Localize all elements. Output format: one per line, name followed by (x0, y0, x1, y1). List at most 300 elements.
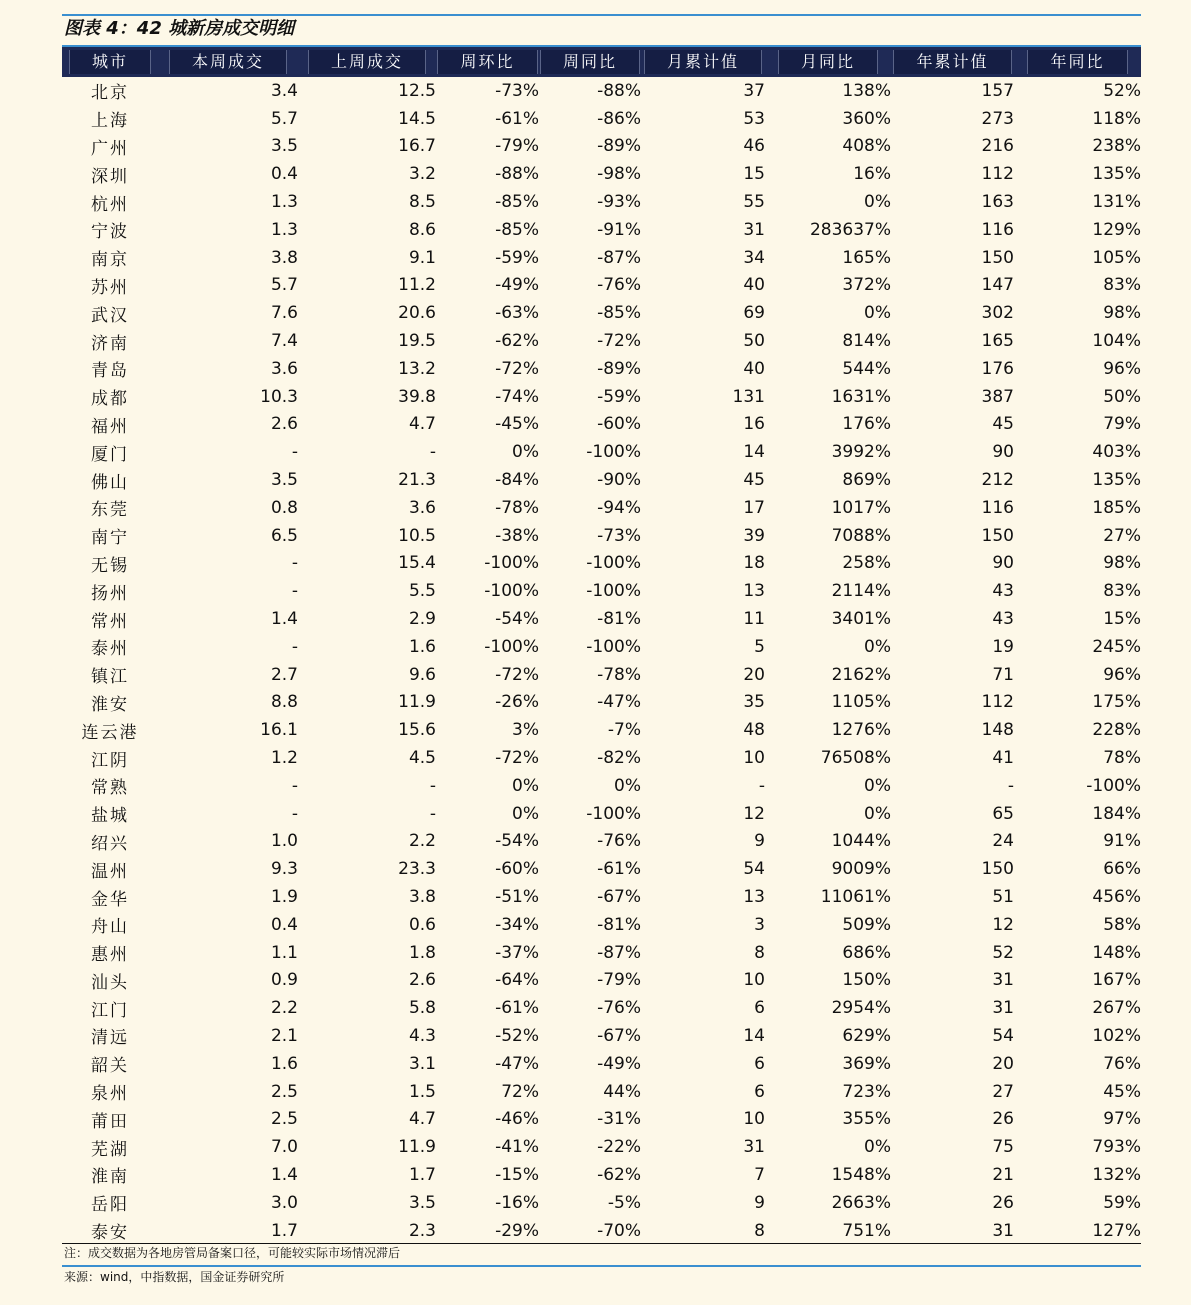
value-cell: -47% (495, 1053, 539, 1074)
city-cell: 汕头 (91, 972, 129, 993)
value-cell: 0% (512, 442, 539, 463)
value-cell: 3401% (831, 609, 891, 630)
value-cell: 20 (743, 664, 765, 685)
value-cell: -72% (597, 331, 641, 352)
value-cell: 116 (981, 219, 1014, 240)
city-cell: 岳阳 (91, 1195, 129, 1216)
value-cell: 369% (842, 1053, 891, 1074)
value-cell: - (429, 442, 436, 463)
value-cell: -61% (597, 859, 641, 880)
column-header (1014, 46, 1141, 77)
value-cell: 10 (743, 1109, 765, 1130)
value-cell: 52% (1103, 80, 1141, 101)
value-cell: 40 (743, 275, 765, 296)
table-row (62, 411, 1141, 439)
value-cell: -22% (597, 1137, 641, 1158)
city-cell: 扬州 (91, 583, 129, 604)
value-cell: 35 (743, 692, 765, 713)
column-header-label: 月累计值 (644, 50, 762, 74)
value-cell: 1105% (831, 692, 891, 713)
city-cell: 常熟 (91, 778, 129, 799)
value-cell: -29% (495, 1220, 539, 1241)
value-cell: 8.5 (408, 192, 436, 213)
table-row (62, 939, 1141, 967)
value-cell: 3.2 (408, 164, 436, 185)
value-cell: 26 (992, 1192, 1014, 1213)
value-cell: -51% (495, 887, 539, 907)
table-row (62, 967, 1141, 995)
value-cell: 45 (743, 470, 765, 491)
value-cell: -85% (495, 219, 539, 240)
value-cell: 8.6 (408, 219, 436, 240)
value-cell: 8.8 (270, 692, 298, 713)
value-cell: 408% (842, 136, 891, 157)
city-cell: 常州 (91, 611, 129, 632)
value-cell: -88% (495, 164, 539, 185)
value-cell: 8 (754, 942, 765, 963)
value-cell: -82% (597, 748, 641, 769)
value-cell: 90 (992, 553, 1014, 574)
value-cell: 1548% (831, 1164, 891, 1185)
value-cell: -60% (597, 414, 641, 435)
value-cell: 148% (1092, 942, 1141, 963)
value-cell: -52% (495, 1025, 539, 1046)
value-cell: 9009% (831, 859, 891, 880)
value-cell: -81% (597, 609, 641, 630)
value-cell: 66% (1103, 859, 1141, 880)
value-cell: -85% (597, 303, 641, 324)
value-cell: -73% (597, 525, 641, 546)
value-cell: 9.6 (408, 664, 436, 685)
value-cell: 45 (992, 414, 1014, 435)
column-header (539, 46, 641, 77)
value-cell: -54% (495, 831, 539, 852)
table-row (62, 1105, 1141, 1133)
value-cell: 19 (992, 636, 1014, 657)
value-cell: 54 (992, 1025, 1014, 1046)
city-cell: 杭州 (91, 194, 129, 215)
city-cell: 韶关 (91, 1056, 129, 1077)
value-cell: 1.0 (270, 831, 298, 852)
value-cell: 39 (743, 525, 765, 546)
value-cell: 6 (754, 1053, 765, 1074)
value-cell: 135% (1092, 164, 1141, 185)
value-cell: -62% (597, 1164, 641, 1185)
value-cell: 37 (743, 80, 765, 101)
value-cell: 69 (743, 303, 765, 324)
value-cell: 1.9 (270, 887, 298, 907)
value-cell: 118% (1092, 108, 1141, 129)
value-cell: 1.7 (408, 1164, 436, 1185)
value-cell: 65 (992, 803, 1014, 824)
value-cell: 15% (1103, 609, 1141, 630)
value-cell: 6 (754, 998, 765, 1019)
value-cell: 44% (603, 1081, 641, 1102)
value-cell: - (291, 803, 298, 824)
value-cell: 0.4 (270, 164, 298, 185)
value-cell: 2.2 (408, 831, 436, 852)
city-cell: 莆田 (91, 1111, 129, 1132)
city-cell: 东莞 (91, 500, 129, 521)
city-cell: 绍兴 (91, 833, 129, 854)
table-row (62, 466, 1141, 494)
value-cell: 4.7 (408, 1109, 436, 1130)
table-row (62, 577, 1141, 605)
table-bottom-rule (62, 1243, 1141, 1244)
value-cell: 12 (743, 803, 765, 824)
value-cell: -54% (495, 609, 539, 630)
city-cell: 惠州 (91, 945, 129, 966)
value-cell: 96% (1103, 358, 1141, 379)
value-cell: 45% (1103, 1081, 1141, 1102)
value-cell: 3.8 (270, 247, 298, 268)
value-cell: 0.8 (270, 497, 298, 518)
value-cell: 31 (992, 1220, 1014, 1241)
value-cell: 97% (1103, 1109, 1141, 1130)
value-cell: -61% (495, 108, 539, 129)
value-cell: 184% (1092, 803, 1141, 824)
city-cell: 济南 (91, 333, 129, 354)
table-row (62, 883, 1141, 911)
value-cell: 21.3 (398, 470, 436, 491)
value-cell: 629% (842, 1025, 891, 1046)
value-cell: - (291, 581, 298, 602)
value-cell: 1.6 (270, 1053, 298, 1074)
value-cell: -100% (484, 636, 539, 657)
value-cell: 17 (743, 497, 765, 518)
value-cell: -76% (597, 998, 641, 1019)
column-header-label: 年累计值 (893, 50, 1011, 74)
value-cell: -59% (495, 247, 539, 268)
value-cell: 1631% (831, 386, 891, 407)
value-cell: 102% (1092, 1025, 1141, 1046)
city-cell: 南宁 (91, 528, 129, 549)
value-cell: 90 (992, 442, 1014, 463)
value-cell: 10 (743, 970, 765, 991)
table-body (62, 77, 1141, 1244)
value-cell: 54 (743, 859, 765, 880)
value-cell: -46% (495, 1109, 539, 1130)
column-header-label: 周同比 (540, 50, 640, 74)
value-cell: -91% (597, 219, 641, 240)
value-cell: - (429, 803, 436, 824)
value-cell: 1.5 (408, 1081, 436, 1102)
value-cell: 176% (842, 414, 891, 435)
value-cell: 23.3 (398, 859, 436, 880)
value-cell: 3.6 (270, 358, 298, 379)
value-cell: -79% (597, 970, 641, 991)
value-cell: 167% (1092, 970, 1141, 991)
value-cell: 14.5 (398, 108, 436, 129)
value-cell: 9 (754, 1192, 765, 1213)
city-cell: 南京 (91, 250, 129, 271)
value-cell: - (291, 636, 298, 657)
table-row (62, 272, 1141, 300)
value-cell: 96% (1103, 664, 1141, 685)
value-cell: 360% (842, 108, 891, 129)
title-rule (62, 14, 1141, 16)
value-cell: 1.7 (270, 1220, 298, 1241)
value-cell: - (758, 775, 765, 796)
value-cell: 18 (743, 553, 765, 574)
value-cell: 16.7 (398, 136, 436, 157)
value-cell: 814% (842, 331, 891, 352)
value-cell: 6.5 (270, 525, 298, 546)
value-cell: -100% (484, 581, 539, 602)
value-cell: 3% (512, 720, 539, 741)
value-cell: 148 (981, 720, 1014, 741)
table-row (62, 383, 1141, 411)
value-cell: 116 (981, 497, 1014, 518)
value-cell: 48 (743, 720, 765, 741)
value-cell: -41% (495, 1137, 539, 1158)
value-cell: 51 (992, 887, 1014, 907)
value-cell: 165% (842, 247, 891, 268)
value-cell: 1276% (831, 720, 891, 741)
value-cell: 59% (1103, 1192, 1141, 1213)
city-cell: 盐城 (91, 806, 129, 827)
value-cell: 7.4 (270, 331, 298, 352)
value-cell: 16 (743, 414, 765, 435)
value-cell: 15.6 (398, 720, 436, 741)
column-header-label: 年同比 (1027, 50, 1127, 74)
value-cell: -73% (495, 80, 539, 101)
value-cell: 0% (512, 775, 539, 796)
value-cell: 544% (842, 358, 891, 379)
value-cell: 372% (842, 275, 891, 296)
value-cell: 5.5 (408, 581, 436, 602)
table-row (62, 188, 1141, 216)
value-cell: 27% (1103, 525, 1141, 546)
value-cell: -98% (597, 164, 641, 185)
value-cell: 3.5 (270, 136, 298, 157)
value-cell: 869% (842, 470, 891, 491)
value-cell: 0% (864, 303, 891, 324)
value-cell: 5.7 (270, 108, 298, 129)
value-cell: 53 (743, 108, 765, 129)
value-cell: -87% (597, 942, 641, 963)
value-cell: 7 (754, 1164, 765, 1185)
value-cell: 12.5 (398, 80, 436, 101)
value-cell: -79% (495, 136, 539, 157)
value-cell: 2114% (831, 581, 891, 602)
value-cell: -78% (495, 497, 539, 518)
table-row (62, 355, 1141, 383)
value-cell: 52 (992, 942, 1014, 963)
value-cell: 403% (1092, 442, 1141, 463)
value-cell: -86% (597, 108, 641, 129)
value-cell: 150% (842, 970, 891, 991)
value-cell: -76% (597, 275, 641, 296)
value-cell: -26% (495, 692, 539, 713)
city-cell: 深圳 (91, 166, 129, 187)
value-cell: -76% (597, 831, 641, 852)
city-cell: 武汉 (91, 305, 129, 326)
table-row (62, 994, 1141, 1022)
value-cell: -93% (597, 192, 641, 213)
value-cell: 0% (864, 803, 891, 824)
table-row (62, 911, 1141, 939)
city-cell: 芜湖 (91, 1139, 129, 1160)
value-cell: 76% (1103, 1053, 1141, 1074)
value-cell: -100% (484, 553, 539, 574)
value-cell: 138% (842, 80, 891, 101)
column-header (158, 46, 298, 77)
value-cell: 1.8 (408, 942, 436, 963)
value-cell: -100% (586, 803, 641, 824)
value-cell: 2162% (831, 664, 891, 685)
value-cell: 9.1 (408, 247, 436, 268)
table-row (62, 1217, 1141, 1245)
table-row (62, 1050, 1141, 1078)
value-cell: 165 (981, 331, 1014, 352)
value-cell: 7.0 (270, 1137, 298, 1158)
value-cell: 2.1 (270, 1025, 298, 1046)
value-cell: 9.3 (270, 859, 298, 880)
value-cell: 46 (743, 136, 765, 157)
table-row (62, 828, 1141, 856)
value-cell: 50 (743, 331, 765, 352)
value-cell: 245% (1092, 636, 1141, 657)
value-cell: 3 (754, 914, 765, 935)
value-cell: 75 (992, 1137, 1014, 1158)
value-cell: 104% (1092, 331, 1141, 352)
table-row (62, 1022, 1141, 1050)
value-cell: 176 (981, 358, 1014, 379)
value-cell: -74% (495, 386, 539, 407)
value-cell: 7.6 (270, 303, 298, 324)
value-cell: 76508% (820, 748, 891, 769)
value-cell: 3.5 (270, 470, 298, 491)
table-row (62, 550, 1141, 578)
value-cell: 39.8 (398, 386, 436, 407)
value-cell: -5% (607, 1192, 641, 1213)
value-cell: 31 (743, 219, 765, 240)
value-cell: -7% (607, 720, 641, 741)
table-row (62, 1161, 1141, 1189)
value-cell: 27 (992, 1081, 1014, 1102)
value-cell: 0% (864, 775, 891, 796)
table-row (62, 605, 1141, 633)
value-cell: - (291, 553, 298, 574)
table-row (62, 133, 1141, 161)
table-row (62, 160, 1141, 188)
value-cell: 13 (743, 887, 765, 907)
value-cell: 1.6 (408, 636, 436, 657)
value-cell: 55 (743, 192, 765, 213)
value-cell: 387 (981, 386, 1014, 407)
value-cell: 112 (981, 164, 1014, 185)
value-cell: -84% (495, 470, 539, 491)
value-cell: -72% (495, 748, 539, 769)
value-cell: 2.5 (270, 1109, 298, 1130)
column-header-label: 周环比 (437, 50, 537, 74)
value-cell: 456% (1092, 887, 1141, 907)
value-cell: - (1007, 775, 1014, 796)
city-cell: 淮安 (91, 694, 129, 715)
value-cell: 355% (842, 1109, 891, 1130)
city-cell: 清远 (91, 1028, 129, 1049)
value-cell: -49% (597, 1053, 641, 1074)
city-cell: 无锡 (91, 555, 129, 576)
value-cell: -15% (495, 1164, 539, 1185)
value-cell: 216 (981, 136, 1014, 157)
city-cell: 福州 (91, 416, 129, 437)
value-cell: 12 (992, 914, 1014, 935)
value-cell: 15.4 (398, 553, 436, 574)
table-row (62, 772, 1141, 800)
city-cell: 镇江 (91, 667, 129, 688)
value-cell: 258% (842, 553, 891, 574)
value-cell: -67% (597, 1025, 641, 1046)
table-row (62, 689, 1141, 717)
value-cell: 14 (743, 442, 765, 463)
value-cell: 78% (1103, 748, 1141, 769)
value-cell: 72% (501, 1081, 539, 1102)
value-cell: 0% (864, 1137, 891, 1158)
value-cell: -100% (586, 581, 641, 602)
value-cell: -16% (495, 1192, 539, 1213)
value-cell: -72% (495, 664, 539, 685)
value-cell: 0% (864, 636, 891, 657)
city-cell: 佛山 (91, 472, 129, 493)
city-cell: 江阴 (91, 750, 129, 771)
value-cell: 31 (743, 1137, 765, 1158)
table-note: 注：成交数据为各地房管局备案口径，可能较实际市场情况滞后 (64, 1246, 401, 1260)
city-cell: 苏州 (91, 277, 129, 298)
value-cell: 13.2 (398, 358, 436, 379)
table-row (62, 77, 1141, 105)
value-cell: -94% (597, 497, 641, 518)
city-cell: 淮南 (91, 1167, 129, 1188)
column-header-label: 月同比 (778, 50, 878, 74)
value-cell: 283637% (809, 219, 891, 240)
column-header (765, 46, 891, 77)
table-row (62, 855, 1141, 883)
value-cell: 3.8 (408, 887, 436, 907)
value-cell: 0% (614, 775, 641, 796)
value-cell: 43 (992, 609, 1014, 630)
value-cell: -72% (495, 358, 539, 379)
source-rule (62, 1265, 1141, 1267)
table-row (62, 1133, 1141, 1161)
value-cell: 71 (992, 664, 1014, 685)
value-cell: 5.7 (270, 275, 298, 296)
value-cell: -45% (495, 414, 539, 435)
value-cell: 11.9 (398, 1137, 436, 1158)
transaction-table-container (62, 45, 1141, 1244)
value-cell: 751% (842, 1220, 891, 1241)
table-header-row (62, 46, 1141, 77)
value-cell: 9 (754, 831, 765, 852)
value-cell: 40 (743, 358, 765, 379)
value-cell: 131 (732, 386, 765, 407)
value-cell: 3.1 (408, 1053, 436, 1074)
table-row (62, 105, 1141, 133)
value-cell: 11.2 (398, 275, 436, 296)
value-cell: 41 (992, 748, 1014, 769)
column-header-label: 城市 (69, 50, 151, 74)
value-cell: 3.0 (270, 1192, 298, 1213)
city-cell: 温州 (91, 861, 129, 882)
value-cell: 105% (1092, 247, 1141, 268)
value-cell: 7088% (831, 525, 891, 546)
table-row (62, 216, 1141, 244)
value-cell: 8 (754, 1220, 765, 1241)
value-cell: 13 (743, 581, 765, 602)
value-cell: 20.6 (398, 303, 436, 324)
city-cell: 泰州 (91, 639, 129, 660)
